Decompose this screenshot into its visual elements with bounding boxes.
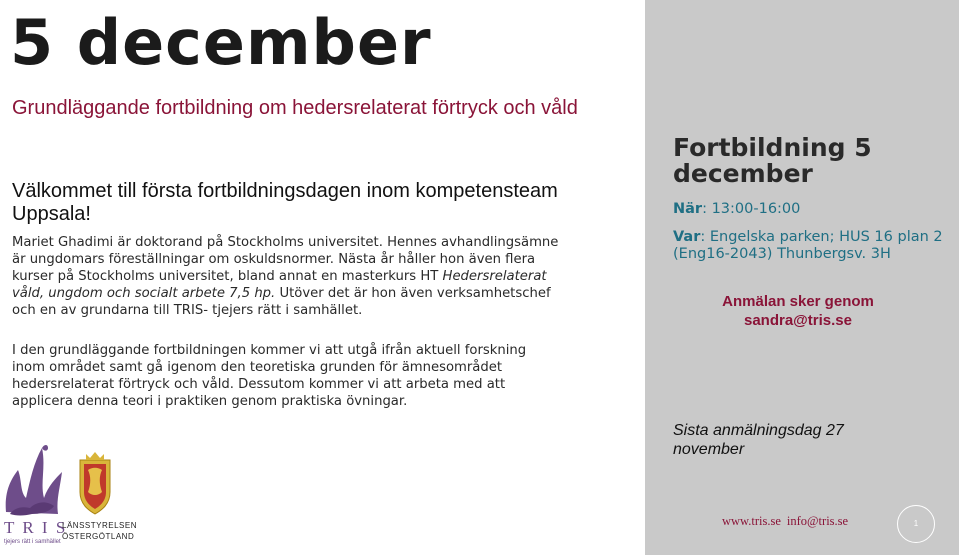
speaker-text-a: Mariet Ghadimi är doktorand på Stockholms universitet. Hennes avhandlingsämne är ungdomars föreställningar om oskuldsnormer. Nästa år håller hon även flera kurser på Stockholms universitet, bland annat en masterkurs HT	[12, 235, 559, 284]
registration-deadline: Sista anmälningsdag 27 november	[673, 422, 844, 458]
lst-logo-line2: ÖSTERGÖTLAND	[62, 532, 135, 541]
where-label: Var	[673, 229, 701, 245]
sidebar-title: Fortbildning 5 december	[673, 133, 872, 188]
footer-links	[722, 514, 854, 529]
description-paragraph: I den grundläggande fortbildningen kommer vi att utgå ifrån aktuell forskning inom området samt gå igenom den teoretiska grunden för ämnesområdet hedersrelaterat förtryck och våld. Dessutom kommer vi att arbeta med att applicera denna teori i praktiken genom praktiska övningar.	[12, 343, 527, 409]
email-link[interactable]: info@tris.se	[786, 514, 849, 528]
speaker-paragraph	[12, 234, 572, 319]
time-info	[673, 201, 943, 218]
info-sidebar	[645, 0, 959, 555]
subtitle: Grundläggande fortbildning om hedersrelaterat förtryck och våld	[12, 97, 578, 119]
page-number: 1	[897, 505, 935, 543]
where-value: : Engelska parken; HUS 16 plan 2 (Eng16-2043) Thunbergsv. 3H	[673, 229, 943, 262]
speaker-text-b: Utöver det är hon även verksamhetschef och en av grundarna till TRIS- tjejers rätt i samhället.	[12, 286, 551, 318]
when-label: När	[673, 201, 703, 217]
when-value: : 13:00-16:00	[702, 201, 801, 217]
location-info	[673, 229, 943, 263]
logos	[0, 440, 140, 555]
lst-logo-line1: LÄNSSTYRELSEN	[62, 521, 137, 530]
website-link[interactable]: www.tris.se	[722, 514, 781, 528]
registration-info: Anmälan sker genom sandra@tris.se	[722, 293, 874, 329]
tris-logo-tagline: tjejers rätt i samhället	[4, 539, 61, 545]
tris-logo-text: T R I S	[4, 518, 68, 537]
welcome-heading: Välkommet till första fortbildningsdagen inom kompetensteam Uppsala!	[12, 180, 558, 225]
course-name: Hedersrelaterat våld, ungdom och socialt arbete 7,5 hp.	[12, 269, 547, 301]
page-title: 5 december	[10, 6, 432, 79]
